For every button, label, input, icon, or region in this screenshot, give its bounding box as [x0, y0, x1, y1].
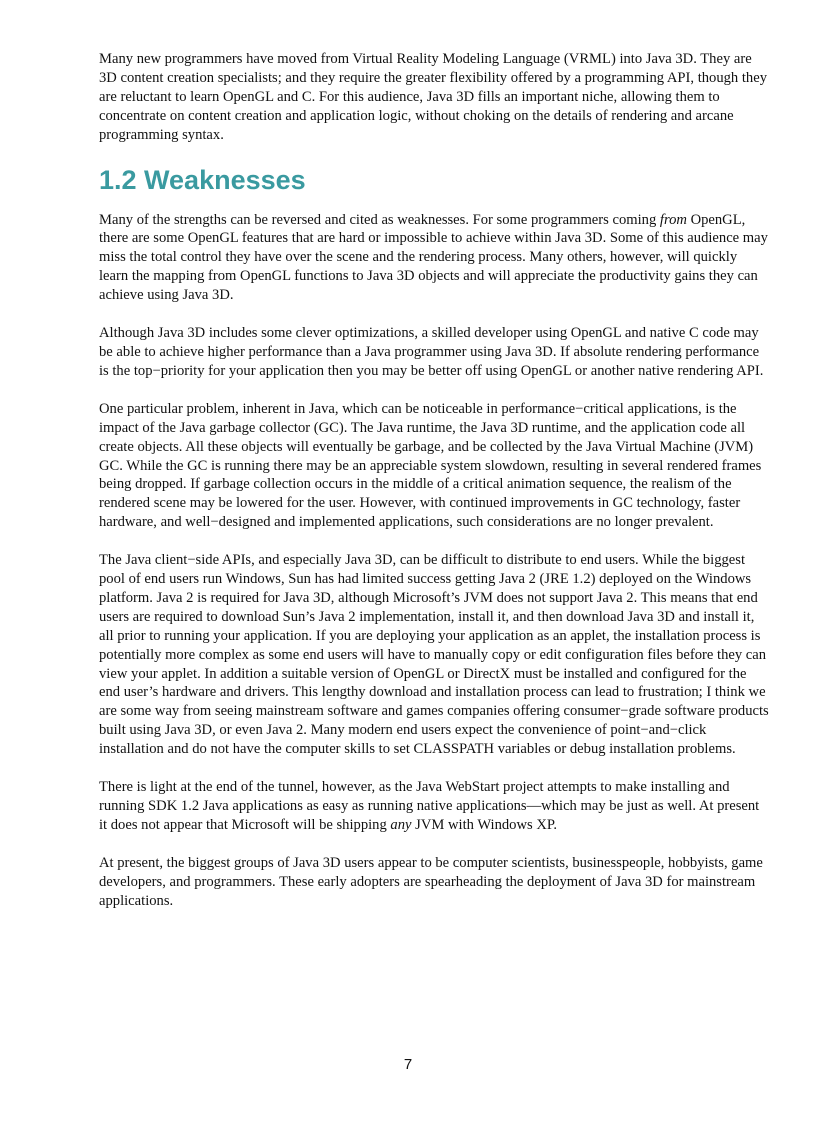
paragraph-text: There is light at the end of the tunnel, however, as the Java WebStart project attempts to make installing and running SDK 1.2 Java applications as easy as running native applications—which may be just as well. At present it does not appear that Microsoft will be shipping [99, 779, 760, 833]
paragraph-users: At present, the biggest groups of Java 3D users appear to be computer scientists, businesspeople, hobbyists, game developers, and programmers. These early adopters are spearheading the deployment of Java 3D for mainstream applications. [99, 854, 763, 909]
paragraph-webstart [99, 778, 769, 835]
document-body [99, 50, 769, 930]
paragraph-text: JVM with Windows XP. [411, 816, 558, 833]
page-number: 7 [403, 1056, 413, 1073]
paragraph-strengths-as-weaknesses [99, 211, 769, 306]
section-heading: 1.2 Weaknesses [99, 164, 306, 195]
paragraph-text: Many of the strengths can be reversed and cited as weaknesses. For some programmers coming [99, 211, 660, 228]
paragraph-garbage-collector: One particular problem, inherent in Java, which can be noticeable in performance−critical applications, is the impact of the Java garbage collector (GC). The Java runtime, the Java 3D runtime, and the application code all create objects. All these objects will eventually be garbage, and be collected by the Java Virtual Machine (JVM) GC. While the GC is running there may be an appreciable system slowdown, resulting in several rendered frames being dropped. If garbage collection occurs in the middle of a critical animation sequence, the realism of the rendered scene may be lowered for the user. However, with continued improvements in GC technology, faster hardware, and well−designed and implemented applications, such considerations are no longer prevalent. [99, 400, 762, 531]
intro-paragraph: Many new programmers have moved from Virtual Reality Modeling Language (VRML) into Java 3D. They are 3D content creation specialists; and they require the greater flexibility offered by a programming API, though they are reluctant to learn OpenGL and C. For this audience, Java 3D fills an important niche, allowing them to concentrate on content creation and application logic, without choking on the details of rendering and arcane programming syntax. [99, 51, 768, 143]
paragraph-distribution: The Java client−side APIs, and especially Java 3D, can be difficult to distribute to end users. While the biggest pool of end users run Windows, Sun has had limited success getting Java 2 (JRE 1.2) deployed on the Windows platform. Java 2 is required for Java 3D, although Microsoft’s JVM does not support Java 2. This means that end users are required to download Sun’s Java 2 implementation, install it, and then download Java 3D and install it, all prior to running your application. If you are deploying your application as an applet, the installation process is potentially more complex as some end users will have to manually copy or edit configuration files before they can view your applet. In addition a suitable version of OpenGL or DirectX must be installed and configured for the end user’s hardware and drivers. This lengthy download and installation process can lead to frustration; I think we are some way from seeing mainstream software and games companies offering consumer−grade software products built using Java 3D, or even Java 2. Many modern end users expect the convenience of point−and−click installation and do not have the computer skills to set CLASSPATH variables or debug installation problems. [99, 552, 769, 758]
emphasis-text: from [659, 211, 687, 228]
paragraph-text: OpenGL, there are some OpenGL features that are hard or impossible to achieve within Java 3D. Some of this audience may miss the total control they have over the scene and the rendering process. Many others, however, will quickly learn the mapping from OpenGL functions to Java 3D objects and will appreciate the productivity gains they can achieve using Java 3D. [99, 211, 768, 304]
emphasis-text: any [390, 816, 412, 833]
paragraph-performance: Although Java 3D includes some clever optimizations, a skilled developer using OpenGL and native C code may be able to achieve higher performance than a Java programmer using Java 3D. If absolute rendering performance is the top−priority for your application then you may be better off using OpenGL or another native rendering API. [99, 325, 764, 379]
